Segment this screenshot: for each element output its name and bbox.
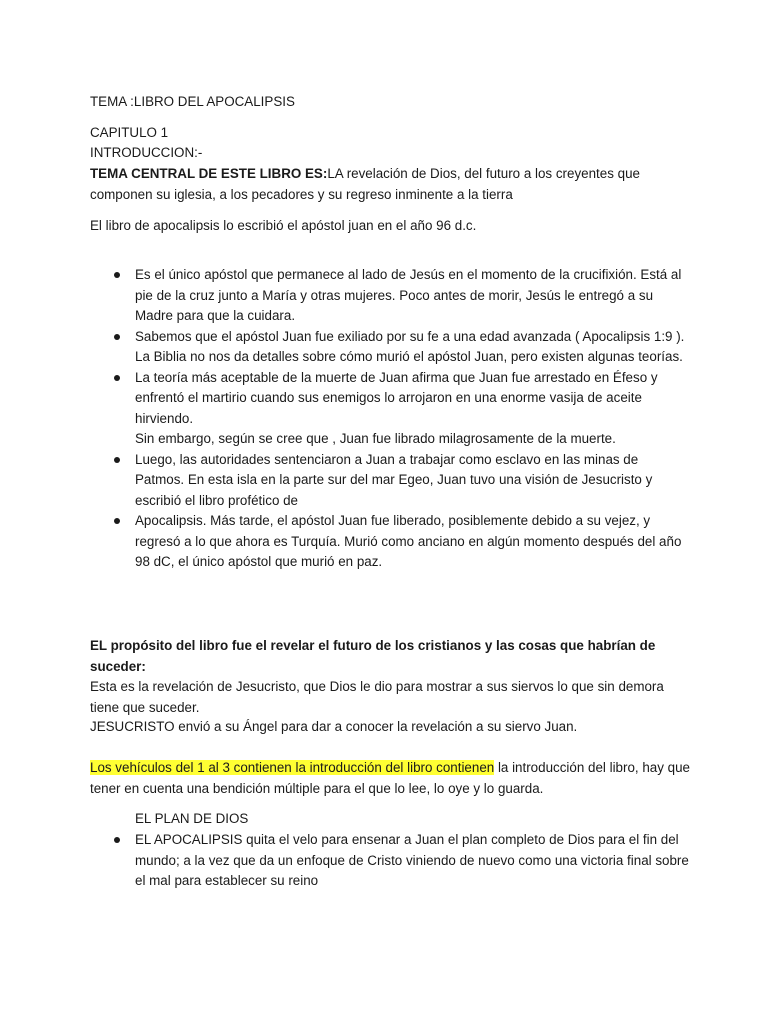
- purpose-paragraph-1: Esta es la revelación de Jesucristo, que Dios le dio para mostrar a sus siervos lo que sin demora tiene que suceder.: [90, 679, 664, 715]
- list-item-text: Apocalipsis. Más tarde, el apóstol Juan fue liberado, posiblemente debido a su vejez, y regresó a lo que ahora es Turquía. Murió como anciano en algún momento después del año 98 dC, el único apóstol que murió en paz.: [135, 513, 682, 569]
- central-theme-label: TEMA CENTRAL DE ESTE LIBRO ES:: [90, 166, 328, 181]
- list-item: [90, 327, 690, 368]
- plan-list: [90, 830, 690, 892]
- list-item: [90, 265, 690, 327]
- central-theme-paragraph: [90, 164, 690, 205]
- author-paragraph: El libro de apocalipsis lo escribió el apóstol juan en el año 96 d.c.: [90, 218, 477, 233]
- vehicles-paragraph: [90, 758, 690, 799]
- central-theme-text: LA revelación de Dios, del futuro a los creyentes que componen su iglesia, a los pecadores y su regreso inminente a la tierra: [90, 166, 640, 202]
- list-item: [90, 450, 690, 512]
- vehicles-rest-text: la introducción del libro, hay que tener en cuenta una bendición múltiple para el que lo lee, lo oye y lo guarda.: [90, 760, 690, 796]
- highlighted-text: Los vehículos del 1 al 3 contienen la introducción del libro contienen: [90, 760, 495, 775]
- list-item: [90, 830, 690, 892]
- chapter-heading: CAPITULO 1: [90, 125, 169, 140]
- list-item-continuation: Sin embargo, según se cree que , Juan fue librado milagrosamente de la muerte.: [135, 431, 616, 446]
- list-item-text: Sabemos que el apóstol Juan fue exiliado por su fe a una edad avanzada ( Apocalipsis 1:9 ). La Biblia no nos da detalles sobre cómo murió el apóstol Juan, pero existen algunas teorías.: [135, 328, 685, 364]
- list-item-text: EL APOCALIPSIS quita el velo para ensenar a Juan el plan completo de Dios para el fin del mundo; a la vez que da un enfoque de Cristo viniendo de nuevo como una victoria final sobre el mal para establecer su reino: [135, 832, 689, 888]
- list-item: [90, 368, 690, 450]
- document-title: TEMA :LIBRO DEL APOCALIPSIS: [90, 94, 295, 109]
- list-item: [90, 511, 690, 573]
- purpose-paragraph-2: JESUCRISTO envió a su Ángel para dar a conocer la revelación a su siervo Juan.: [90, 719, 578, 734]
- list-item-text: La teoría más aceptable de la muerte de Juan afirma que Juan fue arrestado en Éfeso y enfrentó el martirio cuando sus enemigos lo arrojaron en una enorme vasija de aceite hirviendo.: [135, 369, 658, 426]
- biography-list: [90, 265, 690, 573]
- plan-heading: EL PLAN DE DIOS: [135, 811, 249, 826]
- intro-heading: INTRODUCCION:-: [90, 145, 203, 160]
- list-item-text: Luego, las autoridades sentenciaron a Juan a trabajar como esclavo en las minas de Patmos. En esta isla en la parte sur del mar Egeo, Juan tuvo una visión de Jesucristo y escribió el libro profético de: [135, 451, 653, 508]
- list-item-text: Es el único apóstol que permanece al lado de Jesús en el momento de la crucifixión. Está al pie de la cruz junto a María y otras mujeres. Poco antes de morir, Jesús le entregó a su Madre para que la cuidara.: [135, 267, 682, 323]
- purpose-heading: EL propósito del libro fue el revelar el futuro de los cristianos y las cosas que habrían de suceder:: [90, 638, 656, 674]
